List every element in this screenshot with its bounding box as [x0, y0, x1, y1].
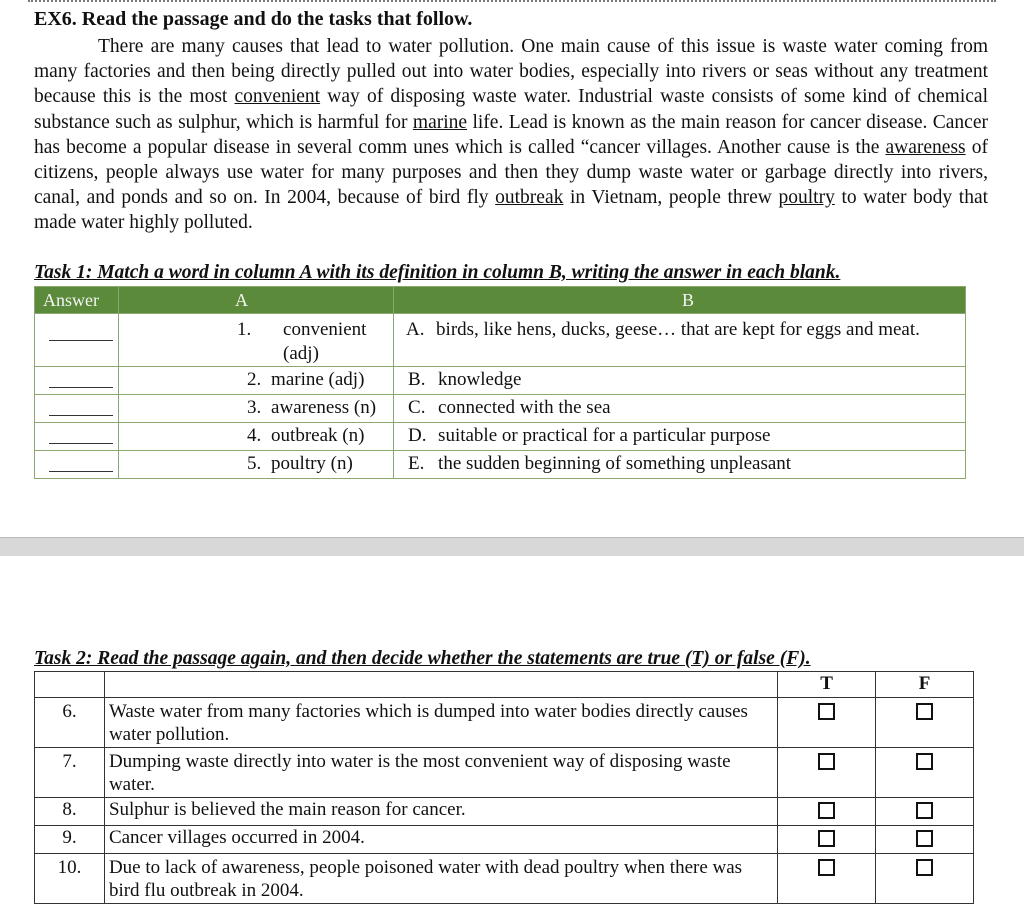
table-row: 4. outbreak (n) D. suitable or practical for a particular purpose	[35, 423, 966, 451]
true-checkbox[interactable]	[818, 830, 835, 847]
answer-blank[interactable]	[49, 455, 113, 472]
header-false: F	[876, 672, 974, 698]
false-checkbox[interactable]	[916, 859, 933, 876]
task1-instruction: Task 1: Match a word in column A with its definition in column B, writing the answer in each blank.	[34, 262, 841, 283]
matching-table	[34, 286, 966, 479]
exercise-title: EX6. Read the passage and do the tasks that follow.	[34, 8, 473, 30]
underlined-word: convenient	[234, 86, 321, 108]
underlined-word: marine	[412, 111, 468, 133]
underlined-word: awareness	[885, 136, 966, 158]
page-separator	[0, 537, 1024, 557]
reading-passage: There are many causes that lead to water pollution. One main cause of this issue is waste water coming from many factories and then being directly pulled out into water bodies, especially into rivers or seas without any treatment because this is the most convenient way of disposing waste water. Industrial waste consists of some kind of chemical substance such as sulphur, which is harmful for marine life. Lead is known as the main reason for cancer disease. Cancer has become a popular disease in several comm unes which is called “cancer villages. Another cause is the awareness of citizens, people always use water for many purposes and then they dump waste water or garbage directly into rivers, canal, and ponds and so on. In 2004, because of bird fly outbreak in Vietnam, people threw poultry to water body that made water highly polluted.	[34, 36, 989, 234]
statement: Cancer villages occurred in 2004.	[104, 826, 777, 854]
answer-blank[interactable]	[49, 371, 113, 388]
true-false-header	[35, 672, 974, 698]
true-checkbox[interactable]	[818, 753, 835, 770]
header-answer: Answer	[35, 287, 119, 314]
table-row: 8. Sulphur is believed the main reason for cancer.	[35, 798, 974, 826]
table-row: 6. Waste water from many factories which is dumped into water bodies directly causes water pollution.	[35, 698, 974, 748]
table-row: 9. Cancer villages occurred in 2004.	[35, 826, 974, 854]
worksheet-page-2	[0, 556, 1024, 915]
true-checkbox[interactable]	[818, 802, 835, 819]
false-checkbox[interactable]	[916, 802, 933, 819]
table-row: 10. Due to lack of awareness, people poisoned water with dead poultry when there was bird flu outbreak in 2004.	[35, 854, 974, 904]
answer-blank[interactable]	[49, 324, 113, 341]
answer-blank[interactable]	[49, 399, 113, 416]
header-true: T	[778, 672, 876, 698]
header-b: B	[394, 287, 966, 314]
table-row: 5. poultry (n) E. the sudden beginning of something unpleasant	[35, 451, 966, 479]
matching-table-header	[35, 287, 966, 314]
answer-blank[interactable]	[49, 427, 113, 444]
table-row: 2. marine (adj) B. knowledge	[35, 367, 966, 395]
statement: Waste water from many factories which is dumped into water bodies directly causes water pollution.	[104, 698, 777, 748]
header-a: A	[119, 287, 394, 314]
underlined-word: poultry	[778, 187, 835, 209]
table-row: 1. convenient (adj) A. birds, like hens, ducks, geese… that are kept for eggs and meat.	[35, 314, 966, 367]
statement: Dumping waste directly into water is the most convenient way of disposing waste water.	[104, 748, 777, 798]
statement: Due to lack of awareness, people poisoned water with dead poultry when there was bird flu outbreak in 2004.	[104, 854, 777, 904]
false-checkbox[interactable]	[916, 753, 933, 770]
table-row: 3. awareness (n) C. connected with the sea	[35, 395, 966, 423]
dotted-divider	[28, 0, 996, 2]
false-checkbox[interactable]	[916, 703, 933, 720]
true-checkbox[interactable]	[818, 703, 835, 720]
true-false-table	[34, 671, 974, 904]
false-checkbox[interactable]	[916, 830, 933, 847]
true-checkbox[interactable]	[818, 859, 835, 876]
statement: Sulphur is believed the main reason for cancer.	[104, 798, 777, 826]
table-row: 7. Dumping waste directly into water is the most convenient way of disposing waste water.	[35, 748, 974, 798]
underlined-word: outbreak	[495, 187, 564, 209]
task2-instruction: Task 2: Read the passage again, and then decide whether the statements are true (T) or false (F).	[34, 648, 811, 669]
